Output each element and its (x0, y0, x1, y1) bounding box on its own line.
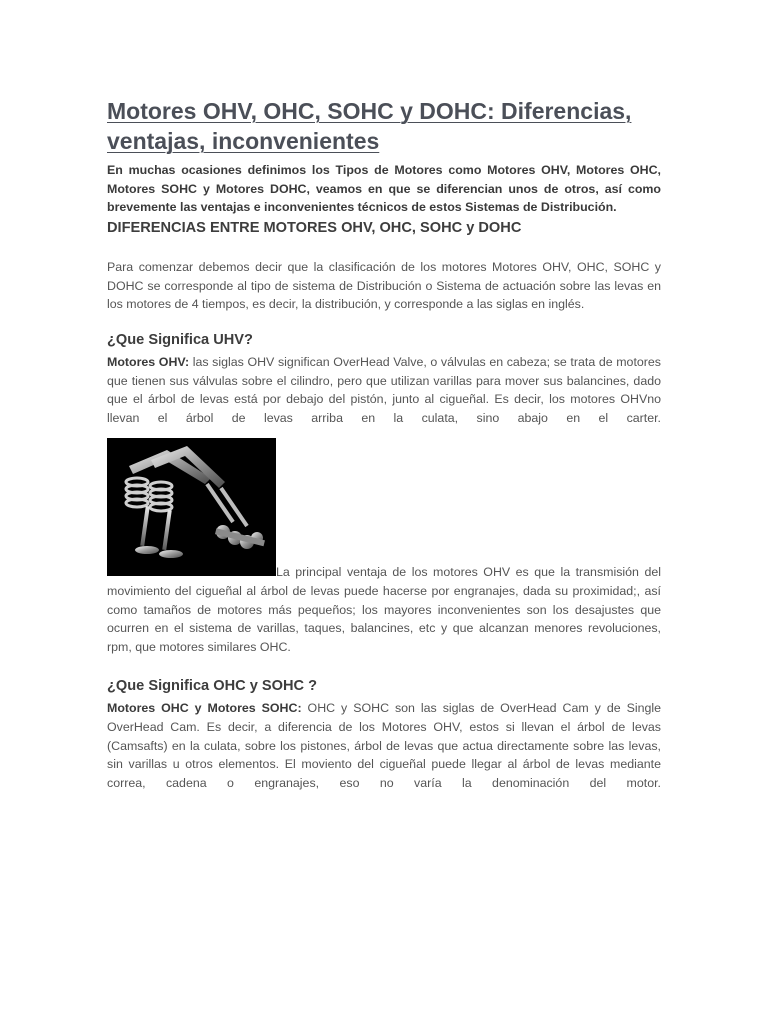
ohv-valvetrain-image (107, 438, 276, 576)
question-heading-ohc-sohc: ¿Que Significa OHC y SOHC ? (107, 678, 318, 695)
ohc-sohc-label: Motores OHC y Motores SOHC: (107, 701, 302, 716)
article (107, 96, 661, 793)
ohv-valvetrain-illustration (107, 438, 276, 576)
section-heading: DIFERENCIAS ENTRE MOTORES OHV, OHC, SOHC y DOHC (107, 220, 522, 237)
ohv-text: las siglas OHV significan OverHead Valve, o válvulas en cabeza; se trata de motores que tienen sus válvulas sobre el cilindro, pero que utilizan varillas para mover sus balancines, dado que el árbol de levas está por debajo del pistón, junto al cigueñal. Es decir, los motores OHVno llevan el árbol de levas arriba en la culata, sino abajo en el carter. (107, 354, 661, 426)
paragraph-classification: Para comenzar debemos decir que la clasificación de los motores Motores OHV, OHC, SOHC y DOHC se corresponde al tipo de sistema de Distribución o Sistema de actuación sobre las levas en los motores de 4 tiempos, es decir, la distribución, y corresponde a las siglas en inglés. (107, 260, 661, 312)
ohv-label: Motores OHV: (107, 354, 190, 369)
paragraph-ohv (107, 353, 661, 428)
paragraph-ohc-sohc (107, 699, 661, 793)
question-heading-ohv: ¿Que Significa UHV? (107, 331, 253, 348)
image-paragraph-block (107, 438, 661, 657)
article-title-link[interactable]: Motores OHV, OHC, SOHC y DOHC: Diferencias, ventajas, inconvenientes (107, 98, 632, 154)
ohc-sohc-text: OHC y SOHC son las siglas de OverHead Cam y de Single OverHead Cam. Es decir, a diferencia de los Motores OHV, estos si llevan el árbol de levas (Camsafts) en la culata, sobre los pistones, árbol de levas que actua directamente sobre las levas, sin varillas u otros elementos. El moviento del cigueñal puede llegar al árbol de levas mediante correa, cadena o engranajes, eso no varía la denominación del motor. (107, 701, 662, 791)
ohv-advantages-text: La principal ventaja de los motores OHV es que la transmisión del movimiento del cigueñal al árbol de levas puede hacerse por engranajes, dada su proximidad;, así como tamaños de motores más pequeños; los mayores inconvenientes son los desajustes que ocurren en el sistema de varillas, taques, balancines, etc y que alcanzan menores revoluciones, rpm, que motores similares OHC. (107, 565, 661, 655)
article-intro: En muchas ocasiones definimos los Tipos de Motores como Motores OHV, Motores OHC, Motores SOHC y Motores DOHC, veamos en que se diferencian unos de otros, así como brevemente las ventajas e inconvenientes técnicos de estos Sistemas de Distribución. (107, 163, 661, 215)
